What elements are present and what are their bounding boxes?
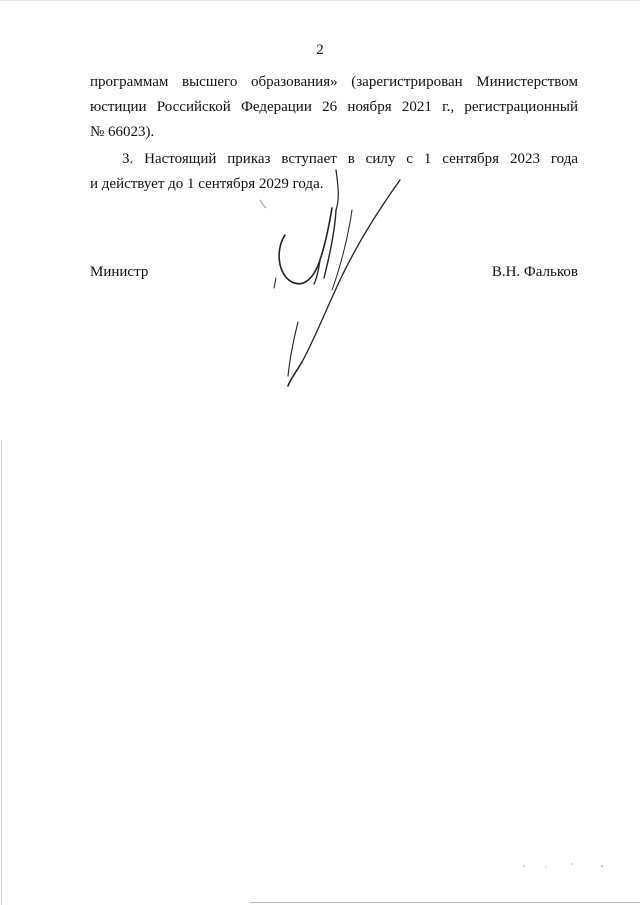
text-line: № 66023). <box>90 124 155 140</box>
scan-edge-bottom <box>250 902 640 903</box>
scan-edge-left <box>1 440 2 905</box>
text-line: и действует до 1 сентября 2029 года. <box>90 176 324 192</box>
signatory-title: Министр <box>90 264 149 280</box>
handwritten-signature <box>240 150 440 400</box>
page-number: 2 <box>316 42 324 58</box>
scan-specks <box>510 860 610 870</box>
paragraph-continuation <box>90 70 578 145</box>
text-line: 3. Настоящий приказ вступает в силу с 1 сентября 2023 года <box>122 151 578 167</box>
text-line: программам высшего образования» (зарегистрирован Министерством <box>90 74 578 90</box>
text-line: юстиции Российской Федерации 26 ноября 2021 г., регистрационный <box>90 99 578 115</box>
signatory-name: В.Н. Фальков <box>491 264 578 280</box>
scan-edge-top <box>0 0 640 1</box>
